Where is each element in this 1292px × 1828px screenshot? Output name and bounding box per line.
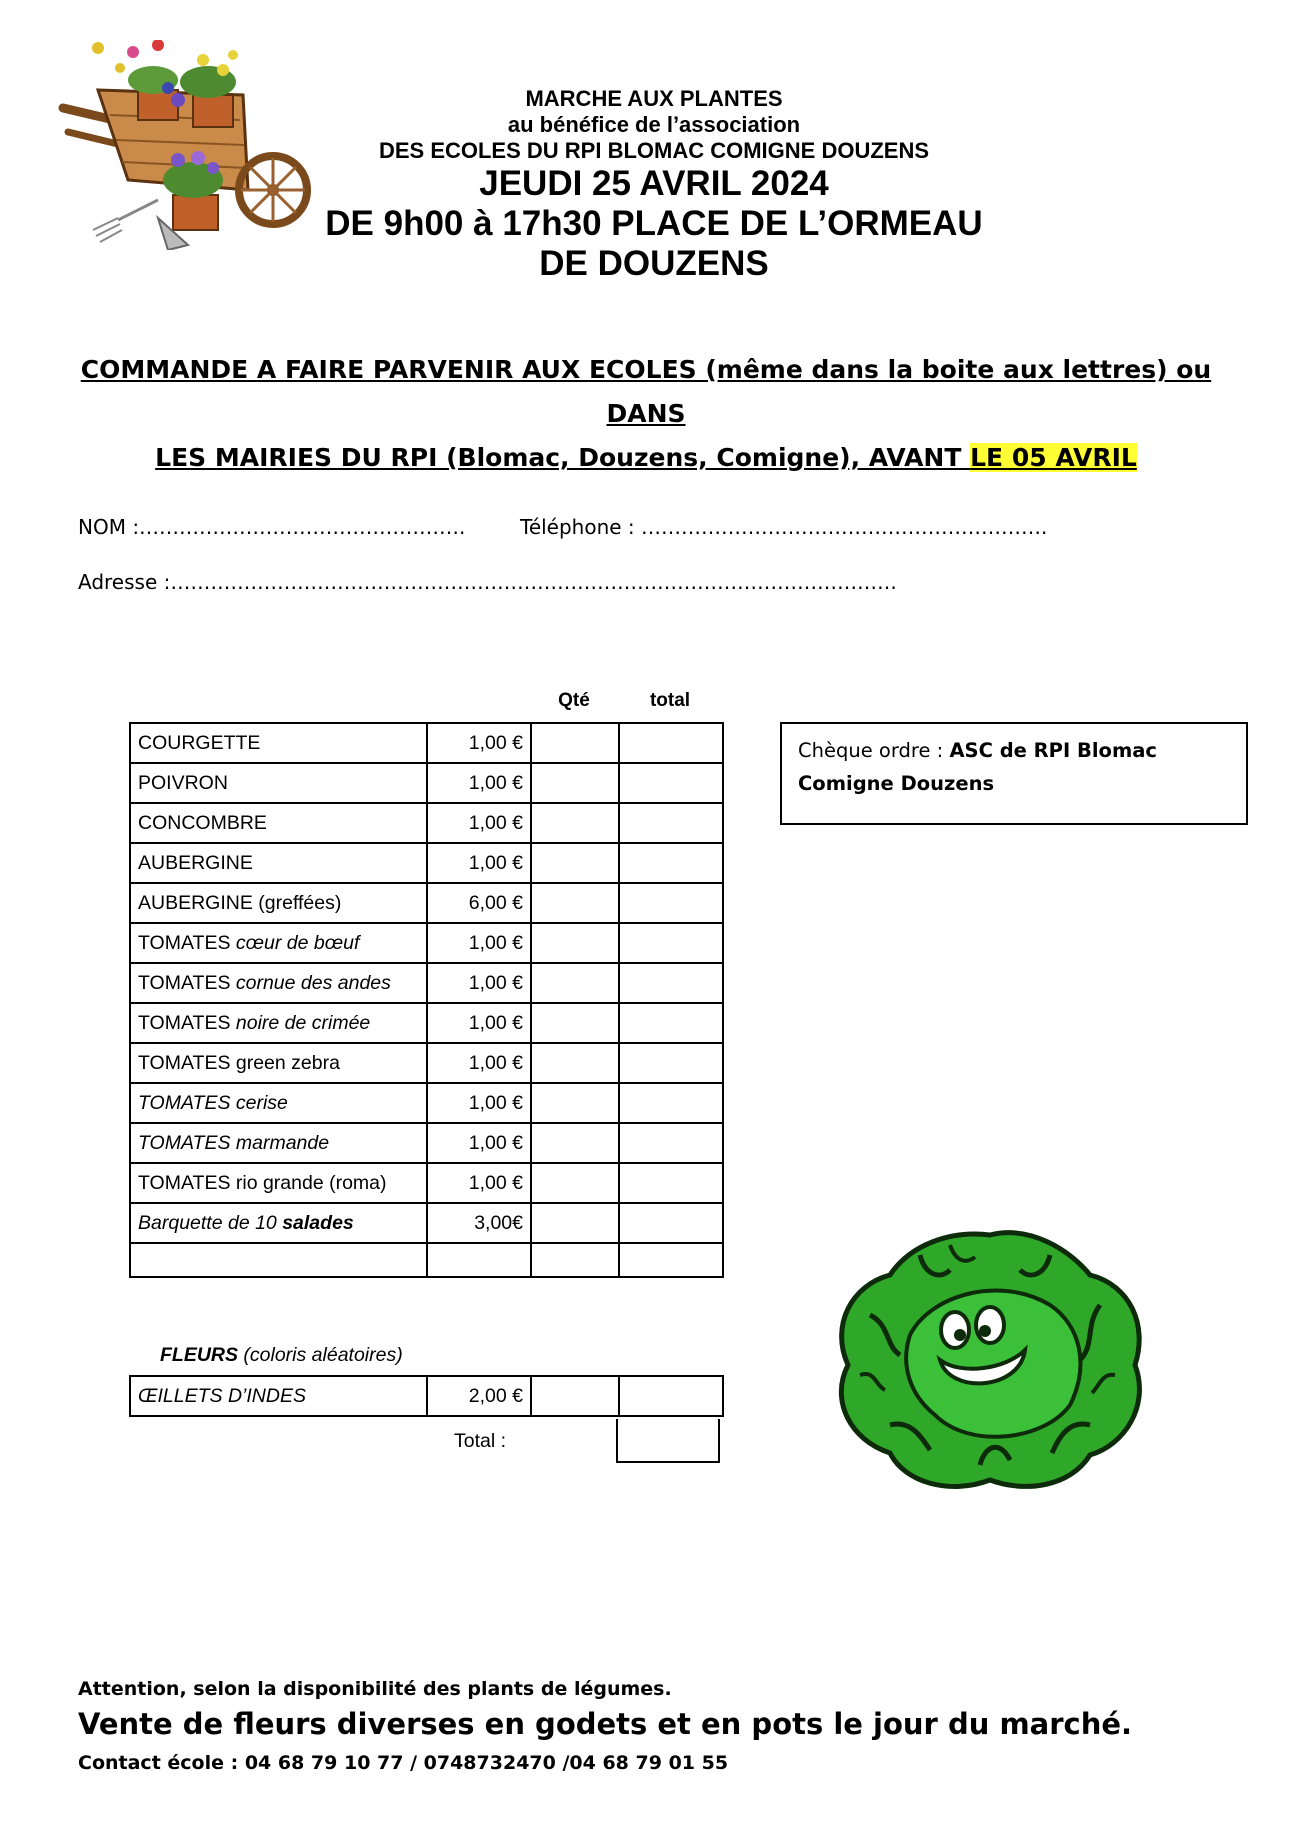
item-price: 3,00€ [427,1203,531,1243]
item-name [130,1123,427,1163]
item-name-variety: TOMATES marmande [138,1131,330,1154]
wheelbarrow-flowers-illustration [58,40,316,250]
fleurs-title: FLEURS [160,1344,238,1366]
header-date: JEUDI 25 AVRIL 2024 [479,164,829,203]
grand-total-box[interactable] [616,1419,720,1463]
item-price: 1,00 € [427,1043,531,1083]
table-row [130,1163,723,1203]
item-name-main: COURGETTE [138,731,261,754]
header [300,86,1008,284]
item-name [130,1003,427,1043]
table-row [130,883,723,923]
item-price: 1,00 € [427,803,531,843]
total-cell[interactable] [619,1003,723,1043]
qty-cell[interactable] [531,1376,619,1416]
item-price: 6,00 € [427,883,531,923]
total-cell[interactable] [619,883,723,923]
table-row [130,1203,723,1243]
header-town: DE DOUZENS [539,244,769,283]
table-row [130,843,723,883]
item-name-variety: cornue des andes [235,971,391,994]
column-total-header: total [649,690,691,711]
total-cell[interactable] [619,763,723,803]
header-title: MARCHE AUX PLANTES [525,86,783,111]
item-price: 1,00 € [427,1003,531,1043]
footer-flowers-sale: Vente de fleurs diverses en godets et en pots le jour du marché. [78,1707,1133,1741]
total-cell[interactable] [619,963,723,1003]
item-name-main: TOMATES rio grande (roma) [138,1171,387,1194]
item-name-main: TOMATES [138,971,236,994]
telephone-field[interactable]: Téléphone : ……………………………………………………. [520,515,1048,539]
item-name-main: AUBERGINE (greffées) [138,891,342,914]
total-cell[interactable] [619,843,723,883]
qty-cell[interactable] [531,1243,619,1277]
total-cell[interactable] [619,723,723,763]
item-name [130,963,427,1003]
total-cell[interactable] [619,1243,723,1277]
qty-cell[interactable] [531,1163,619,1203]
item-price: 1,00 € [427,1163,531,1203]
qty-cell[interactable] [531,1203,619,1243]
item-name-bold: salades [282,1211,354,1234]
item-name-variety: TOMATES cerise [138,1091,288,1114]
qty-cell[interactable] [531,923,619,963]
item-price: 1,00 € [427,843,531,883]
item-name-main: AUBERGINE [138,851,253,874]
table-row [130,1083,723,1123]
footer-availability-note: Attention, selon la disponibilité des plants de légumes. [78,1678,672,1700]
table-row [130,1003,723,1043]
column-qty-header: Qté [558,690,590,711]
qty-cell[interactable] [531,723,619,763]
qty-cell[interactable] [531,843,619,883]
item-name-main: TOMATES green zebra [138,1051,340,1074]
item-name [130,723,427,763]
qty-cell[interactable] [531,963,619,1003]
item-price: 1,00 € [427,1083,531,1123]
item-price [427,1243,531,1277]
item-name [130,843,427,883]
item-name-main: CONCOMBRE [138,811,267,834]
item-name [130,1203,427,1243]
fleurs-note: (coloris aléatoires) [238,1344,403,1366]
total-label: Total : [454,1430,507,1452]
header-subtitle: au bénéfice de l’association [507,112,801,137]
lettuce-cartoon-illustration [830,1225,1150,1495]
qty-cell[interactable] [531,883,619,923]
total-cell[interactable] [619,1043,723,1083]
total-cell[interactable] [619,1376,723,1416]
table-row [130,723,723,763]
item-name-main: TOMATES [138,1011,236,1034]
item-name [130,1163,427,1203]
total-cell[interactable] [619,1123,723,1163]
qty-cell[interactable] [531,803,619,843]
table-row [130,1243,723,1277]
item-price: 1,00 € [427,1123,531,1163]
adresse-field[interactable]: Adresse :………………………………………………………………………………………………. [78,570,897,594]
qty-cell[interactable] [531,1003,619,1043]
qty-cell[interactable] [531,763,619,803]
table-row [130,763,723,803]
nom-field[interactable]: NOM :…………………………………………. [78,515,466,539]
item-name: ŒILLETS D’INDES [130,1376,427,1416]
item-name [130,763,427,803]
item-name [130,803,427,843]
table-row [130,963,723,1003]
total-cell[interactable] [619,1163,723,1203]
cheque-box [780,722,1248,825]
item-name [130,1043,427,1083]
qty-cell[interactable] [531,1083,619,1123]
notice-line-1: COMMANDE A FAIRE PARVENIR AUX ECOLES (même dans la boite aux lettres) ou DANS [80,355,1212,428]
item-price: 1,00 € [427,763,531,803]
qty-cell[interactable] [531,1043,619,1083]
item-price: 1,00 € [427,963,531,1003]
table-row [130,923,723,963]
total-cell[interactable] [619,1203,723,1243]
item-name-variety: Barquette de 10 [138,1211,283,1234]
cheque-prefix: Chèque ordre : [798,739,950,762]
table-row [130,1123,723,1163]
notice-line-2 [40,436,1252,480]
fleurs-table [129,1375,724,1417]
total-cell[interactable] [619,803,723,843]
fleurs-label [160,1344,403,1367]
item-name-variety: cœur de bœuf [235,931,360,954]
footer-contact: Contact école : 04 68 79 10 77 / 0748732470 /04 68 79 01 55 [78,1752,729,1774]
table-row [130,1043,723,1083]
cheque-payee: ASC de RPI Blomac Comigne Douzens [798,739,1157,795]
item-price: 1,00 € [427,723,531,763]
header-time-place: DE 9h00 à 17h30 PLACE DE L’ORMEAU [325,204,983,243]
item-name-variety: noire de crimée [235,1011,371,1034]
deadline-highlight: LE 05 AVRIL [970,443,1137,472]
total-cell[interactable] [619,1083,723,1123]
item-name [130,883,427,923]
qty-cell[interactable] [531,1123,619,1163]
order-notice [40,348,1252,480]
item-name-main: POIVRON [138,771,228,794]
item-name [130,923,427,963]
order-table [129,722,724,1278]
item-name-main: TOMATES [138,931,236,954]
item-price: 2,00 € [427,1376,531,1416]
item-price: 1,00 € [427,923,531,963]
table-row [130,1376,723,1416]
total-cell[interactable] [619,923,723,963]
item-name [130,1083,427,1123]
item-name [130,1243,427,1277]
notice-line-2-text: LES MAIRIES DU RPI (Blomac, Douzens, Comigne), AVANT [155,443,971,472]
table-row [130,803,723,843]
header-schools: DES ECOLES DU RPI BLOMAC COMIGNE DOUZENS [378,138,930,163]
